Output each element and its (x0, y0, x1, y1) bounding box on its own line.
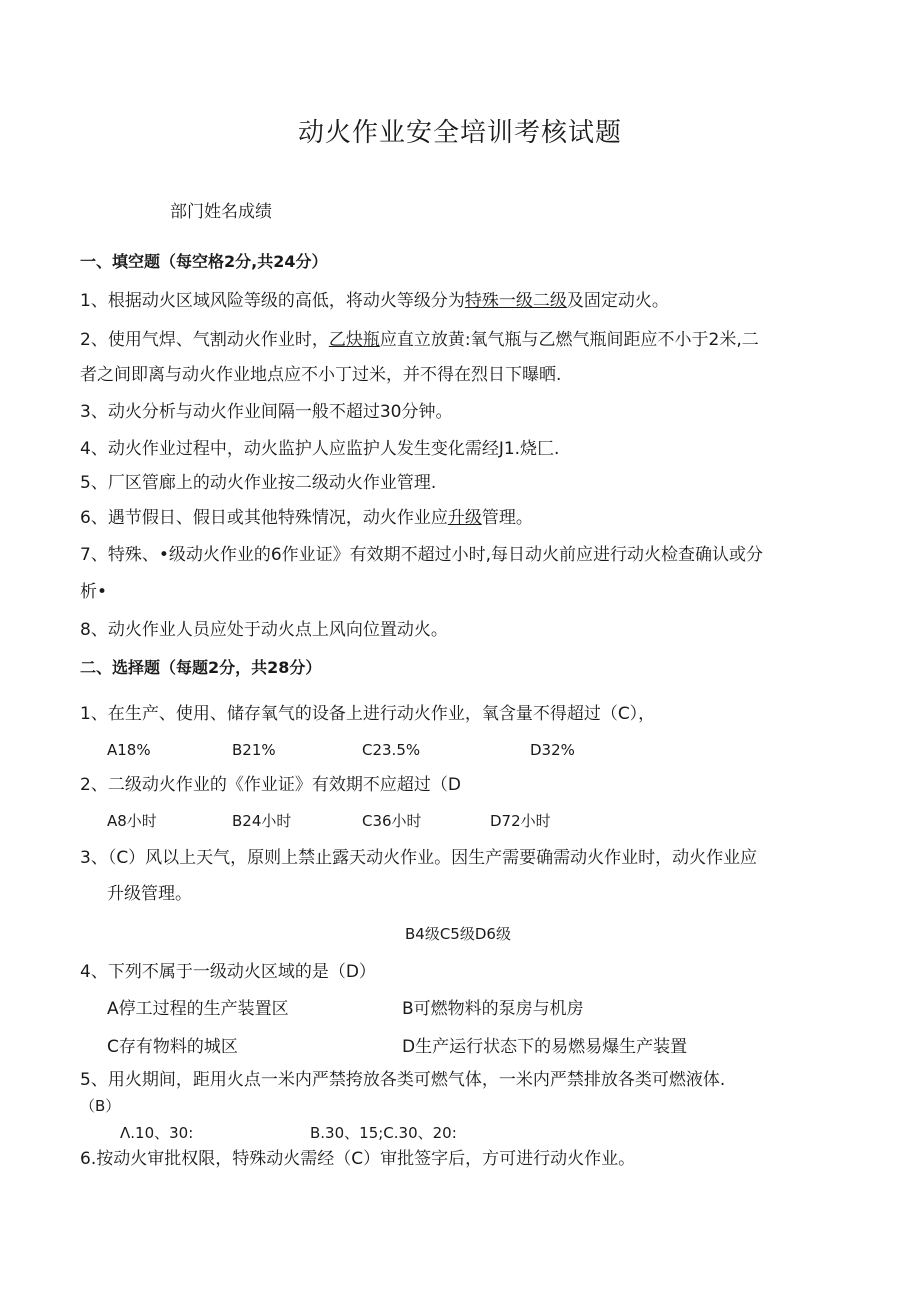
s2-q5-option-a: Λ.10、30: (120, 1124, 194, 1142)
s1-question-7-line2: 析• (80, 582, 108, 602)
s1-question-5: 5、厂区管廊上的动火作业按二级动火作业管理. (80, 473, 437, 493)
header-fields: 部门姓名成绩 (170, 202, 272, 222)
s2-q2-option-a: A8小时 (107, 812, 157, 830)
answer-underlined: 乙炔瓶 (328, 330, 380, 350)
s2-q5-option-bc: B.30、15;C.30、20: (310, 1124, 457, 1142)
s2-question-1: 1、在生产、使用、储存氧气的设备上进行动火作业，氧含量不得超过（C）， (80, 704, 656, 724)
s1-question-2-line2: 者之间即离与动火作业地点应不小丁过米，并不得在烈日下曝晒. (80, 365, 562, 385)
s2-q5-answer: （B） (80, 1097, 121, 1115)
answer-underlined: 升级 (447, 508, 482, 528)
s1-question-6: 6、遇节假日、假日或其他特殊情况，动火作业应升级管理。 (80, 508, 533, 528)
s1-question-7: 7、特殊、•级动火作业的6作业证》有效期不超过小时,每日动火前应进行动火检查确认或分 (80, 545, 764, 565)
s2-q1-option-d: D32% (530, 741, 575, 759)
s1-question-4: 4、动火作业过程中，动火监护人应监护人发生变化需经J1.烧匚. (80, 439, 560, 459)
s2-q2-option-b: B24小时 (232, 812, 292, 830)
page-title: 动火作业安全培训考核试题 (297, 118, 622, 148)
s2-q4-option-c: C存有物料的城区 (107, 1037, 238, 1057)
section2-heading: 二、选择题（每题2分，共28分） (80, 658, 322, 677)
s1-question-2: 2、使用气焊、气割动火作业时，乙炔瓶应直立放黄:氧气瓶与乙燃气瓶间距应不小于2米,二 (80, 330, 759, 350)
s2-question-4: 4、下列不属于一级动火区域的是（D） (80, 962, 376, 982)
s2-q4-option-d: D生产运行状态下的易燃易爆生产装置 (402, 1037, 688, 1057)
s2-q1-option-c: C23.5% (362, 741, 421, 759)
answer-underlined: 特殊一级二级 (464, 291, 567, 311)
s2-question-3: 3、（C）风以上天气，原则上禁止露天动火作业。因生产需要确需动火作业时，动火作业应 (80, 848, 758, 868)
s2-q4-option-b: B可燃物料的泵房与机房 (402, 999, 584, 1019)
s2-q2-option-c: C36小时 (362, 812, 422, 830)
s2-q4-option-a: A停工过程的生产装置区 (107, 999, 289, 1019)
s2-q2-option-d: D72小时 (490, 812, 551, 830)
s1-question-8: 8、动火作业人员应处于动火点上风向位置动火。 (80, 620, 448, 640)
s1-question-3: 3、动火分析与动火作业间隔一般不超过30分钟。 (80, 402, 453, 422)
s2-question-3-line2: 升级管理。 (107, 884, 192, 904)
s1-question-1: 1、根据动火区域风险等级的高低，将动火等级分为特殊一级二级及固定动火。 (80, 291, 669, 311)
s2-q3-options: B4级C5级D6级 (405, 925, 511, 943)
s2-q1-option-b: B21% (232, 741, 276, 759)
s2-question-6: 6.按动火审批权限，特殊动火需经（C）审批签字后，方可进行动火作业。 (80, 1149, 636, 1169)
section1-heading: 一、填空题（每空格2分,共24分） (80, 252, 328, 271)
s2-question-2: 2、二级动火作业的《作业证》有效期不应超过（D (80, 775, 461, 795)
s2-question-5: 5、用火期间，距用火点一米内严禁挎放各类可燃气体，一米内严禁排放各类可燃液体. (80, 1070, 726, 1090)
s2-q1-option-a: A18% (107, 741, 151, 759)
